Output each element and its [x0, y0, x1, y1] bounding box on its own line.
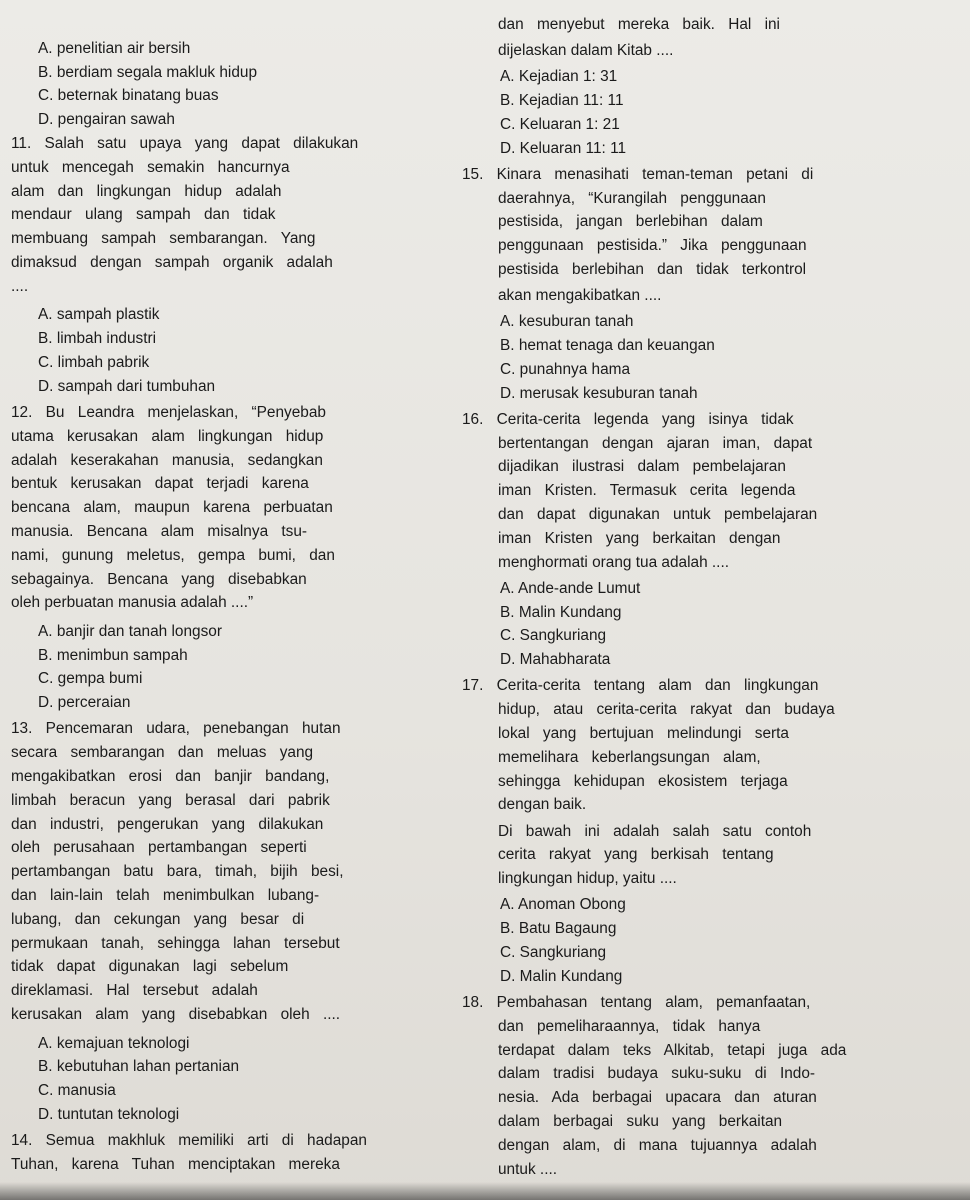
right-column-line: B. hemat tenaga dan keuangan [500, 337, 715, 355]
right-column-line: dalam berbagai suku yang berkaitan [498, 1112, 783, 1130]
right-column-line: A. Kejadian 1: 31 [500, 68, 618, 86]
left-column-line: pertambangan batu bara, timah, bijih besi, [11, 863, 344, 881]
right-column-line: bertentangan dengan ajaran iman, dapat [498, 434, 813, 452]
left-column-line: limbah beracun yang berasal dari pabrik [11, 791, 330, 809]
left-column-line: alam dan lingkungan hidup adalah [11, 182, 282, 200]
right-column-line: A. Anoman Obong [500, 896, 626, 914]
right-column-line: dan pemeliharaannya, tidak hanya [498, 1017, 761, 1035]
left-column-line: untuk mencegah semakin hancurnya [11, 158, 290, 176]
left-column-line: manusia. Bencana alam misalnya tsu- [11, 522, 308, 540]
left-column-line: mendaur ulang sampah dan tidak [11, 206, 276, 224]
right-column-line: menghormati orang tua adalah .... [498, 553, 730, 571]
left-column-line: permukaan tanah, sehingga lahan tersebut [11, 934, 340, 952]
left-column-line: oleh perbuatan manusia adalah ....” [11, 594, 254, 612]
left-column-line: B. berdiam segala makluk hidup [38, 63, 258, 81]
left-column-line: B. limbah industri [38, 330, 157, 348]
right-column-line: A. kesuburan tanah [500, 313, 634, 331]
left-column-line: C. gempa bumi [38, 670, 143, 688]
left-column-line: direklamasi. Hal tersebut adalah [11, 982, 258, 1000]
left-column-line: 13. Pencemaran udara, penebangan hutan [11, 720, 341, 738]
left-column-line: lubang, dan cekungan yang besar di [11, 910, 305, 928]
right-column-line: Di bawah ini adalah salah satu contoh [498, 822, 812, 840]
right-column-line: lingkungan hidup, yaitu .... [498, 870, 677, 888]
left-column-line: dan industri, pengerukan yang dilakukan [11, 815, 324, 833]
right-column-line: akan mengakibatkan .... [498, 287, 662, 305]
left-column-line: tidak dapat digunakan lagi sebelum [11, 958, 289, 976]
left-column-line: oleh perusahaan pertambangan seperti [11, 839, 307, 857]
left-column-line: utama kerusakan alam lingkungan hidup [11, 427, 324, 445]
right-column-line: C. punahnya hama [500, 360, 631, 378]
right-column-line: pestisida, jangan berlebihan dalam [498, 213, 763, 231]
right-column-line: dan menyebut mereka baik. Hal ini [498, 15, 780, 33]
right-column-line: D. Keluaran 11: 11 [500, 139, 627, 157]
right-column-line: A. Ande-ande Lumut [500, 579, 641, 597]
right-column-line: D. Malin Kundang [500, 967, 623, 985]
left-column-line: D. sampah dari tumbuhan [38, 377, 216, 395]
left-column-line: Tuhan, karena Tuhan menciptakan mereka [11, 1155, 340, 1173]
right-column-line: pestisida berlebihan dan tidak terkontrol [498, 260, 807, 278]
left-column-line: dan lain-lain telah menimbulkan lubang- [11, 887, 320, 905]
right-column-line: 17. Cerita-cerita tentang alam dan lingkungan [462, 677, 819, 695]
left-column-line: nami, gunung meletus, gempa bumi, dan [11, 546, 335, 564]
left-column-line: D. pengairan sawah [38, 111, 175, 129]
left-column-line: 11. Salah satu upaya yang dapat dilakukan [11, 134, 359, 152]
right-column-line: 18. Pembahasan tentang alam, pemanfaatan, [462, 993, 811, 1011]
right-column-line: iman Kristen yang berkaitan dengan [498, 529, 781, 547]
right-column-line: D. Mahabharata [500, 651, 611, 669]
left-column-line: A. banjir dan tanah longsor [38, 622, 222, 640]
left-column-line: 14. Semua makhluk memiliki arti di hadapan [11, 1132, 367, 1150]
right-column-line: cerita rakyat yang berkisah tentang [498, 846, 774, 864]
left-column-line: bentuk kerusakan dapat terjadi karena [11, 475, 309, 493]
left-column-line: B. menimbun sampah [38, 646, 188, 664]
left-column-line: A. sampah plastik [38, 306, 160, 324]
page-bottom-shadow [0, 1182, 970, 1200]
right-column-line: dengan alam, di mana tujuannya adalah [498, 1136, 817, 1154]
left-column-line: mengakibatkan erosi dan banjir bandang, [11, 768, 330, 786]
left-column-line: .... [11, 277, 29, 295]
left-column-line: sebagainya. Bencana yang disebabkan [11, 570, 307, 588]
right-column-line: B. Kejadian 11: 11 [500, 91, 624, 109]
right-column-line: memelihara keberlangsungan alam, [498, 748, 761, 766]
right-column-line: dengan baik. [498, 796, 587, 814]
right-column-line: dijelaskan dalam Kitab .... [498, 41, 674, 59]
right-column-line: dalam tradisi budaya suku-suku di Indo- [498, 1065, 816, 1083]
right-column-line: B. Malin Kundang [500, 603, 622, 621]
left-column-line: C. manusia [38, 1082, 116, 1100]
right-column-line: 15. Kinara menasihati teman-teman petani di [462, 165, 814, 183]
left-column-line: secara sembarangan dan meluas yang [11, 744, 314, 762]
right-column-line: penggunaan pestisida.” Jika penggunaan [498, 237, 807, 255]
right-column-line: B. Batu Bagaung [500, 920, 617, 938]
left-column-line: kerusakan alam yang disebabkan oleh .... [11, 1006, 341, 1024]
right-column-line: dan dapat digunakan untuk pembelajaran [498, 506, 818, 524]
right-column-line: lokal yang bertujuan melindungi serta [498, 725, 789, 742]
left-column-line: dimaksud dengan sampah organik adalah [11, 253, 333, 271]
right-column-line: C. Sangkuriang [500, 943, 607, 961]
right-column-line: nesia. Ada berbagai upacara dan aturan [498, 1089, 817, 1107]
right-column-line: dijadikan ilustrasi dalam pembelajaran [498, 458, 786, 476]
left-column-line: B. kebutuhan lahan pertanian [38, 1058, 240, 1076]
left-column-line: 12. Bu Leandra menjelaskan, “Penyebab [11, 403, 326, 421]
left-column-line: C. limbah pabrik [38, 353, 150, 371]
left-column-line: bencana alam, maupun karena perbuatan [11, 499, 333, 517]
left-column-line: membuang sampah sembarangan. Yang [11, 230, 316, 248]
right-column-line: C. Keluaran 1: 21 [500, 115, 620, 133]
right-column-line: untuk .... [498, 1160, 558, 1178]
left-column-line: adalah keserakahan manusia, sedangkan [11, 451, 323, 469]
left-column-line: A. penelitian air bersih [38, 39, 191, 57]
right-column-line: D. merusak kesuburan tanah [500, 384, 698, 402]
left-column-line: D. tuntutan teknologi [38, 1106, 180, 1123]
right-column-line: 16. Cerita-cerita legenda yang isinya tidak [462, 410, 794, 428]
right-column-line: terdapat dalam teks Alkitab, tetapi juga ada [498, 1041, 847, 1059]
right-column-line: iman Kristen. Termasuk cerita legenda [498, 482, 796, 500]
right-column-line: hidup, atau cerita-cerita rakyat dan budaya [498, 701, 835, 719]
right-column-line: daerahnya, “Kurangilah penggunaan [498, 189, 766, 207]
right-column-line: sehingga kehidupan ekosistem terjaga [498, 772, 788, 790]
left-column-line: D. perceraian [38, 694, 131, 712]
right-column-line: C. Sangkuriang [500, 627, 607, 645]
left-column-line: A. kemajuan teknologi [38, 1034, 190, 1052]
left-column-line: C. beternak binatang buas [38, 87, 219, 105]
